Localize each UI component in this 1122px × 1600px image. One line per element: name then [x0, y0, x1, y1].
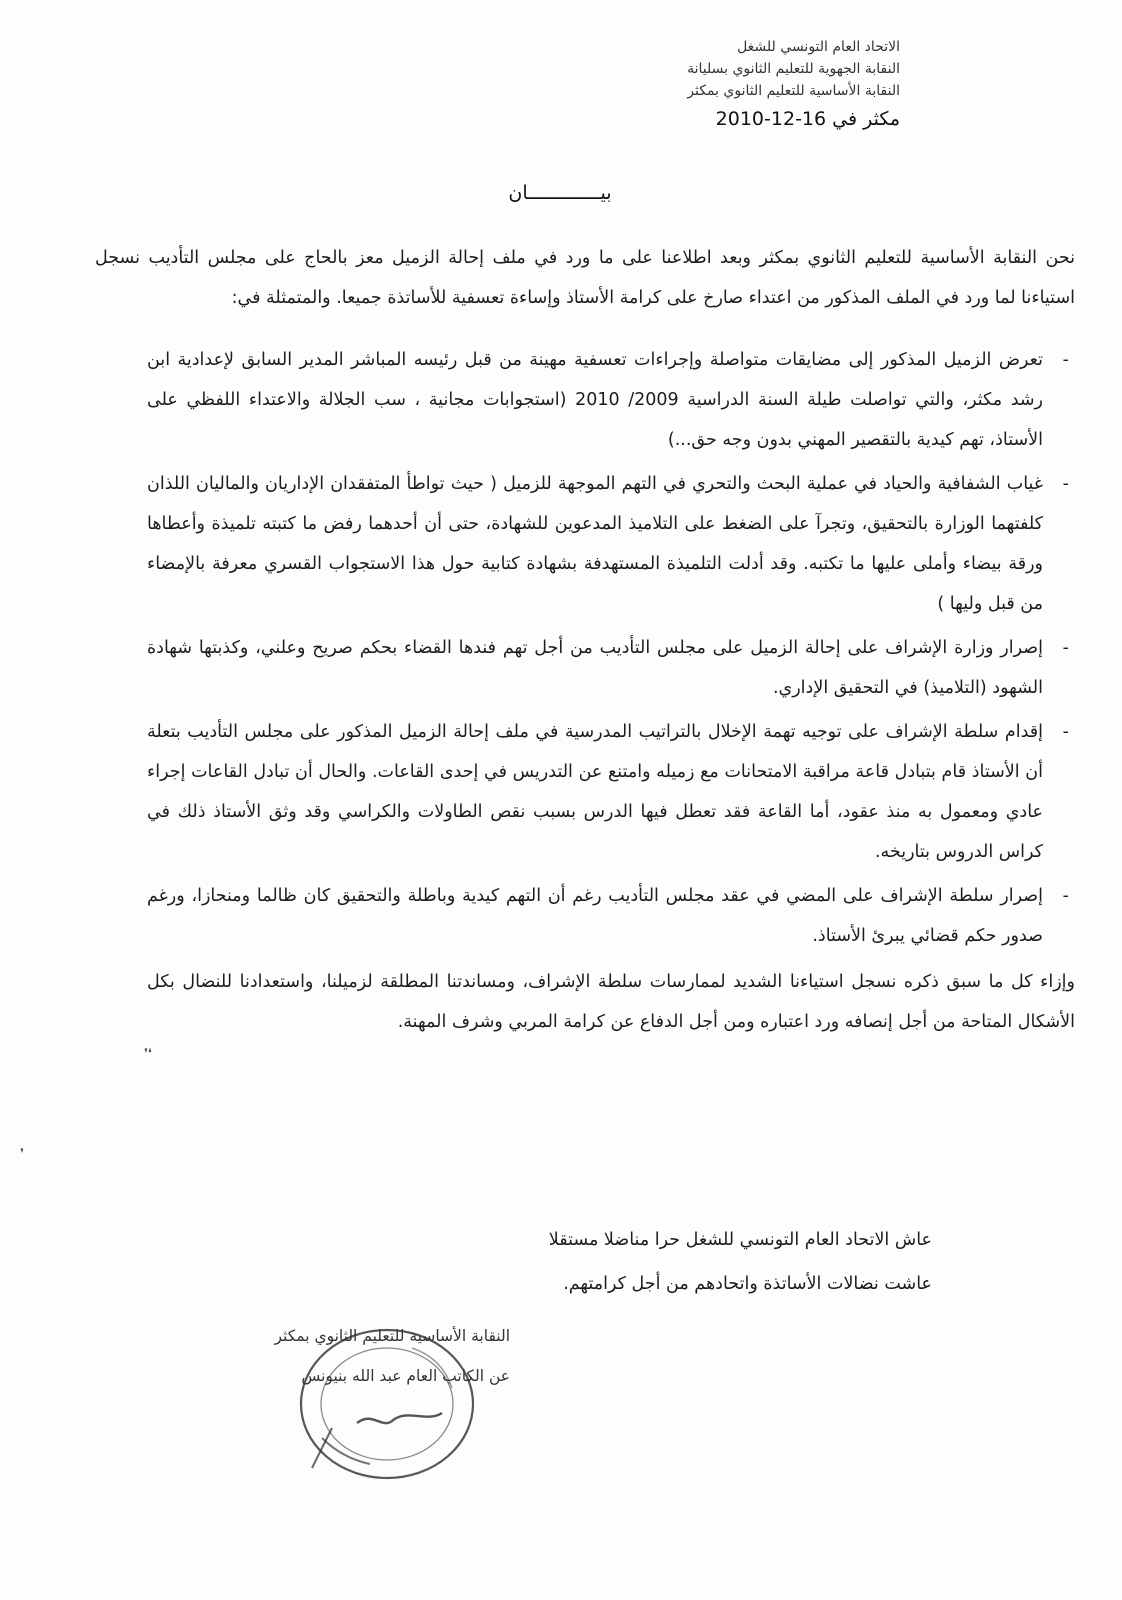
document-title: بيـــــــــــــان	[508, 182, 612, 204]
list-item	[95, 712, 1075, 872]
scan-speck: ❜	[20, 1146, 24, 1160]
conclusion-paragraph: وإزاء كل ما سبق ذكره نسجل استياءنا الشديد لممارسات سلطة الإشراف، ومساندتنا المطلقة لزميلنا، واستعدادنا للنضال بكل الأشكال المتاحة من أجل إنصافه ورد اعتباره ومن أجل الدفاع عن كرامة المربي وشرف المهنة.	[147, 972, 1075, 1032]
signature-line-2: عن الكاتب العام عبد الله بنيونس	[301, 1367, 510, 1385]
org-line-3: النقابة الأساسية للتعليم الثانوي بمكثر	[687, 83, 900, 99]
list-item-text: تعرض الزميل المذكور إلى مضايقات متواصلة وإجراءات تعسفية مهينة من قبل رئيسه المباشر المدير السابق لإعدادية ابن رشد مكثر، والتي تواصلت طيلة السنة الدراسية 2009/ 2010 (استجوابات مجانية ، سب الجلالة والاعتداء اللفظي على الأستاذ، تهم كيدية بالتقصير المهني بدون وجه حق...)	[147, 350, 1043, 450]
signature-line-1: النقابة الأساسية للتعليم الثانوي بمكثر	[274, 1327, 510, 1345]
bullet-marker: -	[1062, 722, 1069, 742]
list-item-text: غياب الشفافية والحياد في عملية البحث والتحري في التهم الموجهة للزميل ( حيث تواطأ المتفقدان الإداريان والماليان اللذان كلفتهما الوزارة بالتحقيق، وتجرآ على الضغط على التلاميذ المدعوين للشهادة، حتى أن أحدهما رفض ما كتبته تلميذة وأعطاها ورقة بيضاء وأملى عليها ما تكتبه. وقد أدلت التلميذة المستهدفة بشهادة كتابية حول هذا الاستجواب القسري معرفة بالإمضاء من قبل وليها )	[147, 474, 1043, 614]
org-line-1: الاتحاد العام التونسي للشغل	[737, 39, 900, 55]
grievance-list	[95, 340, 1075, 956]
list-item-text: إصرار سلطة الإشراف على المضي في عقد مجلس التأديب رغم أن التهم كيدية وباطلة والتحقيق كان ظالما ومنحازا، ورغم صدور حكم قضائي يبرئ الأستاذ.	[147, 886, 1043, 946]
list-item	[95, 464, 1075, 624]
union-stamp-icon	[292, 1318, 482, 1488]
document-body	[95, 238, 1075, 1042]
bullet-marker: -	[1062, 638, 1069, 658]
bullet-marker: -	[1062, 886, 1069, 906]
bullet-marker: -	[1062, 350, 1069, 370]
closing-slogans	[372, 1218, 932, 1306]
scan-speck: ❛❜	[144, 1046, 152, 1060]
closing-line-2: عاشت نضالات الأساتذة واتحادهم من أجل كرامتهم.	[563, 1274, 932, 1294]
org-line-2: النقابة الجهوية للتعليم الثانوي بسليانة	[687, 61, 900, 77]
intro-paragraph: نحن النقابة الأساسية للتعليم الثانوي بمكثر وبعد اطلاعنا على ما ورد في ملف إحالة الزميل معز بالحاج على مجلس التأديب نسجل استياءنا لما ورد في الملف المذكور من اعتداء صارخ على كرامة الأستاذ وإساءة تعسفية للأساتذة جميعا. والمتمثلة في:	[95, 248, 1075, 308]
list-item	[95, 340, 1075, 460]
closing-line-1: عاش الاتحاد العام التونسي للشغل حرا مناضلا مستقلا	[548, 1230, 932, 1250]
list-item-text: إقدام سلطة الإشراف على توجيه تهمة الإخلال بالتراتيب المدرسية في ملف إحالة الزميل المذكور على مجلس التأديب بتعلة أن الأستاذ قام بتبادل قاعة مراقبة الامتحانات مع زميله وامتنع عن التدريس في إحدى القاعات. والحال أن تبادل القاعات إجراء عادي ومعمول به منذ عقود، أما القاعة فقد تعطل فيها الدرس بسبب نقص الطاولات والكراسي وقد وثق الأستاذ ذلك في كراس الدروس بتاريخه.	[147, 722, 1043, 862]
letterhead	[540, 36, 900, 134]
list-item-text: إصرار وزارة الإشراف على إحالة الزميل على مجلس التأديب من أجل تهم فندها القضاء بحكم صريح وعلني، وكذبتها شهادة الشهود (التلاميذ) في التحقيق الإداري.	[147, 638, 1043, 698]
list-item	[95, 876, 1075, 956]
list-item	[95, 628, 1075, 708]
bullet-marker: -	[1062, 474, 1069, 494]
document-date: مكثر في 16-12-2010	[715, 108, 900, 130]
